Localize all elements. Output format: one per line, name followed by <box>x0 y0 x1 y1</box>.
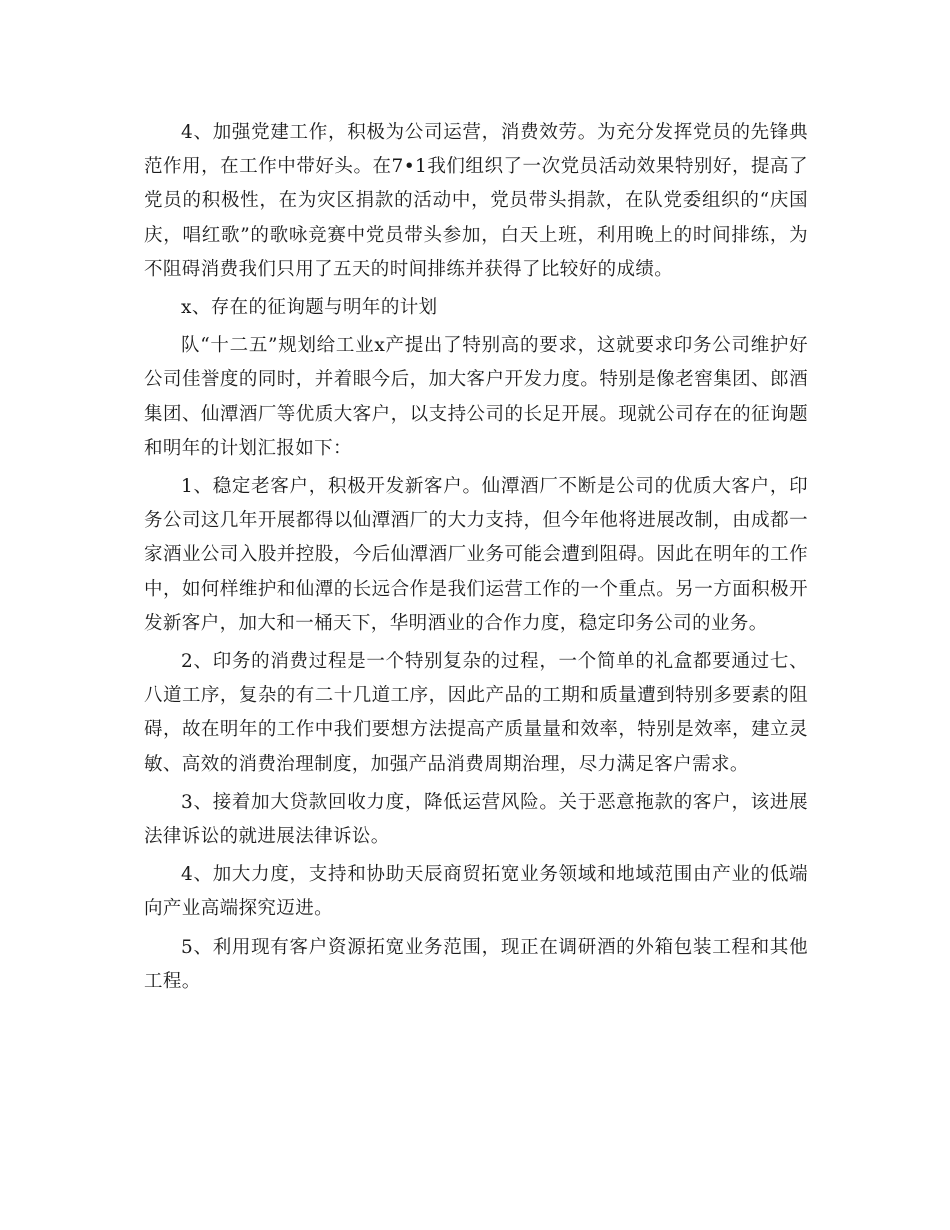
section-heading-problems-plans: x、存在的征询题与明年的计划 <box>181 297 438 319</box>
document-body <box>144 116 808 1003</box>
paragraph-plan-item-2: 2、印务的消费过程是一个特别复杂的过程，一个简单的礼盒都要通过七、八道工序，复杂的有二十几道工序，因此产品的工期和质量遭到特别多要素的阻碍，故在明年的工作中我们要想方法提高产质量量和效率，特别是效率，建立灵敏、高效的消费治理制度，加强产品消费周期治理，尽力满足客户需求。 <box>144 651 808 775</box>
paragraph-plan-item-5: 5、利用现有客户资源拓宽业务范围，现正在调研酒的外箱包装工程和其他工程。 <box>144 936 808 992</box>
paragraph-plan-item-4: 4、加大力度，支持和协助天辰商贸拓宽业务领域和地域范围由产业的低端向产业高端探究迈进。 <box>144 864 808 920</box>
paragraph-plan-intro: 队“十二五”规划给工业x产提出了特别高的要求，这就要求印务公司维护好公司佳誉度的同时，并着眼今后，加大客户开发力度。特别是像老窖集团、郎酒集团、仙潭酒厂等优质大客户，以支持公司的长足开展。现就公司存在的征询题和明年的计划汇报如下： <box>144 335 808 459</box>
paragraph-plan-item-1: 1、稳定老客户，积极开发新客户。仙潭酒厂不断是公司的优质大客户，印务公司这几年开展都得以仙潭酒厂的大力支持，但今年他将进展改制，由成都一家酒业公司入股并控股，今后仙潭酒厂业务可能会遭到阻碍。因此在明年的工作中，如何样维护和仙潭的长远合作是我们运营工作的一个重点。另一方面积极开发新客户，加大和一桶天下，华明酒业的合作力度，稳定印务公司的业务。 <box>144 476 808 634</box>
paragraph-party-building: 4、加强党建工作，积极为公司运营，消费效劳。为充分发挥党员的先锋典范作用，在工作中带好头。在7•1我们组织了一次党员活动效果特别好，提高了党员的积极性，在为灾区捐款的活动中，党员带头捐款，在队党委组织的“庆国庆，唱红歌”的歌咏竞赛中党员带头参加，白天上班，利用晚上的时间排练，为不阻碍消费我们只用了五天的时间排练并获得了比较好的成绩。 <box>144 122 808 280</box>
paragraph-plan-item-3: 3、接着加大贷款回收力度，降低运营风险。关于恶意拖款的客户，该进展法律诉讼的就进展法律诉讼。 <box>144 791 808 848</box>
